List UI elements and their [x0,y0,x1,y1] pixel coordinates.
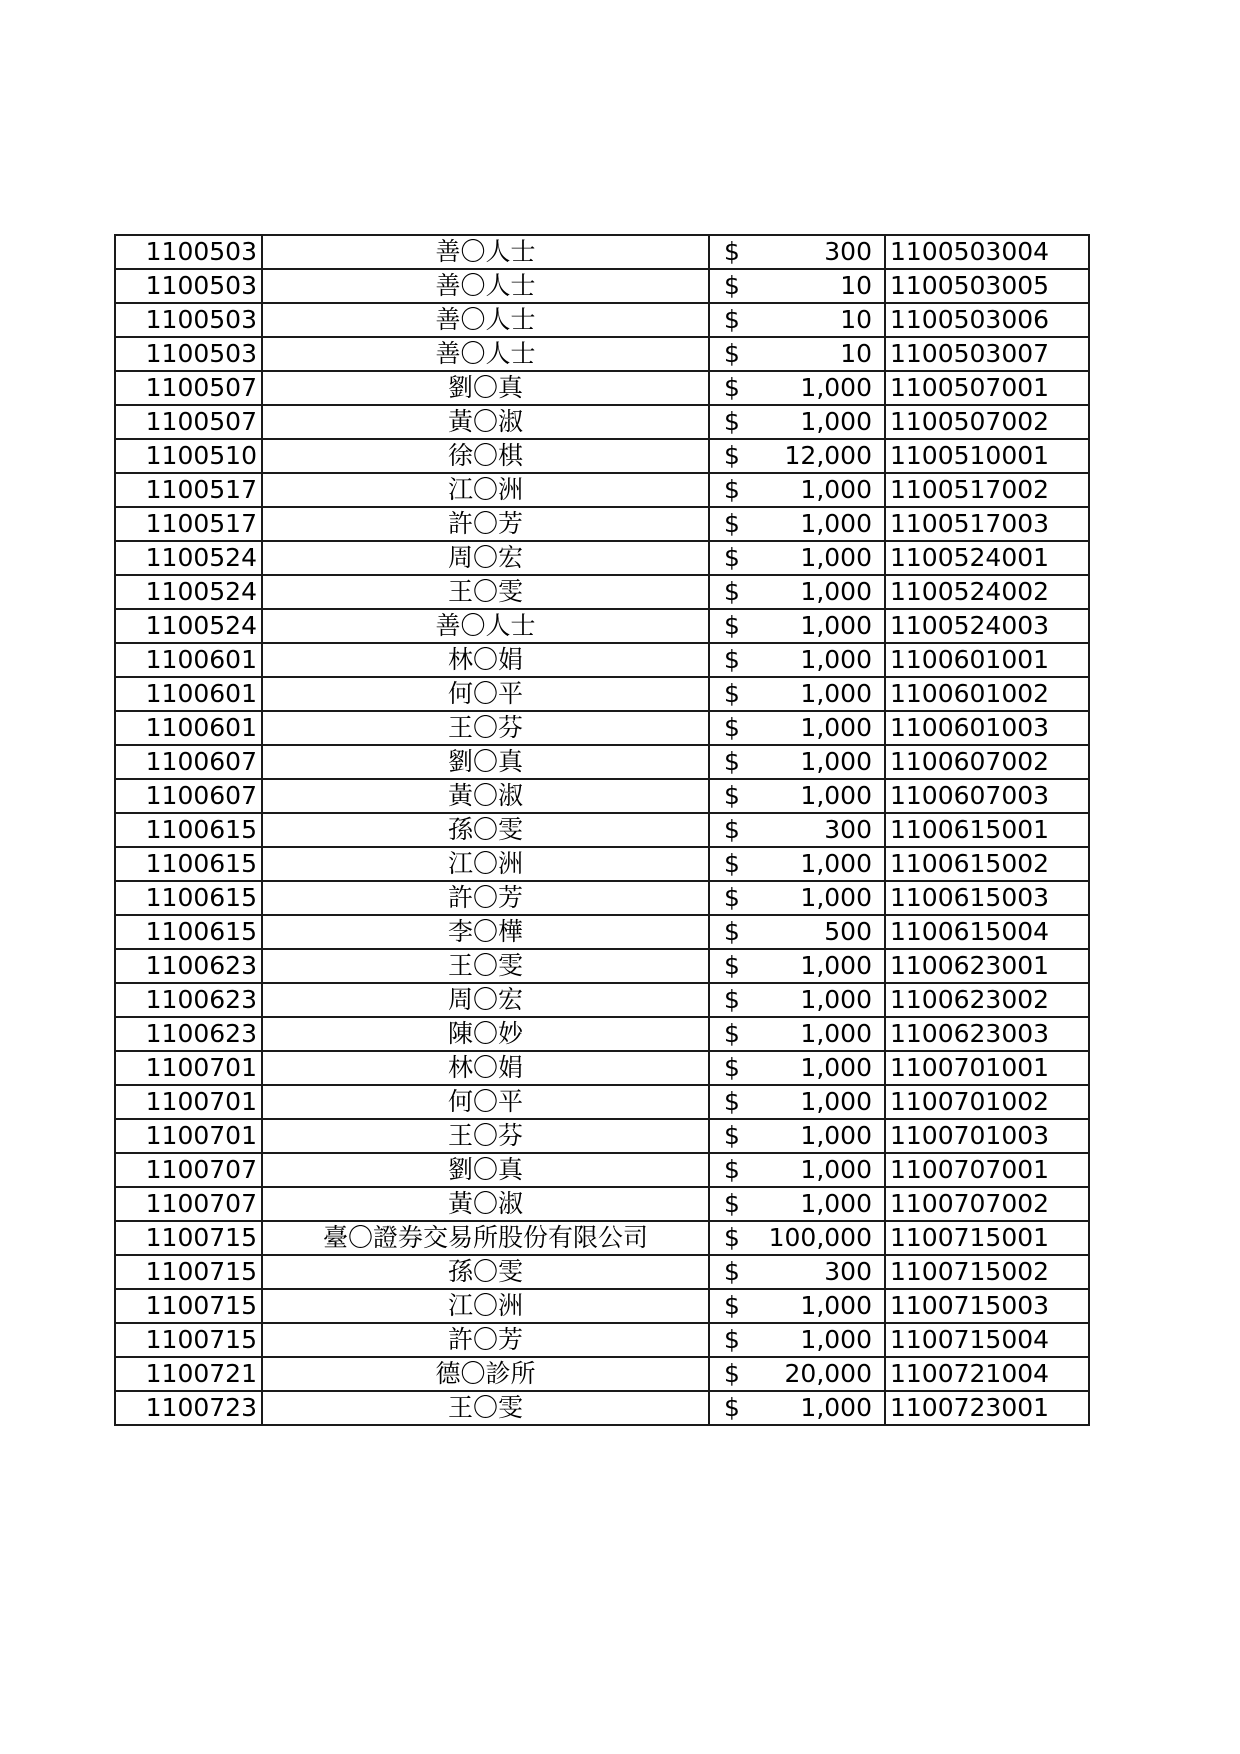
amount-cell [709,235,885,269]
amount-cell [709,949,885,983]
table-row [115,235,1089,269]
currency-symbol: $ [724,441,740,470]
amount-cell [709,779,885,813]
table-row [115,1153,1089,1187]
table-row [115,1289,1089,1323]
amount-cell [709,1051,885,1085]
donor-name-cell: 許〇芳 [262,1323,709,1357]
amount-cell [709,269,885,303]
currency-symbol: $ [724,475,740,504]
amount-cell [709,1289,885,1323]
receipt-number-cell: 1100524002 [885,575,1089,609]
date-cell: 1100701 [115,1051,262,1085]
currency-symbol: $ [724,917,740,946]
amount-value: 1,000 [800,985,872,1014]
currency-symbol: $ [724,747,740,776]
date-cell: 1100701 [115,1119,262,1153]
currency-symbol: $ [724,407,740,436]
amount-cell [709,1255,885,1289]
amount-value: 10 [840,271,872,300]
donor-name-cell: 江〇洲 [262,473,709,507]
receipt-number-cell: 1100507001 [885,371,1089,405]
date-cell: 1100503 [115,235,262,269]
table-row [115,575,1089,609]
donor-name-cell: 王〇芬 [262,1119,709,1153]
donor-name-cell: 善〇人士 [262,337,709,371]
amount-value: 1,000 [800,1087,872,1116]
currency-symbol: $ [724,509,740,538]
date-cell: 1100503 [115,337,262,371]
receipt-number-cell: 1100715001 [885,1221,1089,1255]
amount-cell [709,983,885,1017]
amount-cell [709,847,885,881]
amount-value: 1,000 [800,1155,872,1184]
table-row [115,1051,1089,1085]
receipt-number-cell: 1100615001 [885,813,1089,847]
donor-name-cell: 黃〇淑 [262,1187,709,1221]
amount-value: 1,000 [800,781,872,810]
amount-cell [709,303,885,337]
amount-value: 1,000 [800,713,872,742]
table-row [115,473,1089,507]
amount-value: 1,000 [800,645,872,674]
receipt-number-cell: 1100707001 [885,1153,1089,1187]
donor-name-cell: 善〇人士 [262,269,709,303]
amount-value: 1,000 [800,407,872,436]
receipt-number-cell: 1100601003 [885,711,1089,745]
receipt-number-cell: 1100707002 [885,1187,1089,1221]
currency-symbol: $ [724,951,740,980]
date-cell: 1100615 [115,813,262,847]
donation-table [114,234,1090,1426]
amount-value: 1,000 [800,1053,872,1082]
receipt-number-cell: 1100601001 [885,643,1089,677]
amount-value: 10 [840,305,872,334]
receipt-number-cell: 1100701003 [885,1119,1089,1153]
receipt-number-cell: 1100507002 [885,405,1089,439]
table-row [115,405,1089,439]
date-cell: 1100601 [115,711,262,745]
receipt-number-cell: 1100723001 [885,1391,1089,1425]
table-row [115,711,1089,745]
date-cell: 1100607 [115,745,262,779]
receipt-number-cell: 1100503007 [885,337,1089,371]
currency-symbol: $ [724,1155,740,1184]
donor-name-cell: 李〇樺 [262,915,709,949]
donor-name-cell: 許〇芳 [262,507,709,541]
table-row [115,1017,1089,1051]
currency-symbol: $ [724,1087,740,1116]
amount-value: 500 [824,917,872,946]
receipt-number-cell: 1100701002 [885,1085,1089,1119]
donor-name-cell: 孫〇雯 [262,1255,709,1289]
donor-name-cell: 王〇雯 [262,949,709,983]
donor-name-cell: 黃〇淑 [262,405,709,439]
date-cell: 1100707 [115,1187,262,1221]
amount-value: 10 [840,339,872,368]
donor-name-cell: 善〇人士 [262,609,709,643]
currency-symbol: $ [724,849,740,878]
amount-cell [709,609,885,643]
date-cell: 1100623 [115,949,262,983]
date-cell: 1100615 [115,881,262,915]
amount-cell [709,643,885,677]
date-cell: 1100715 [115,1255,262,1289]
currency-symbol: $ [724,883,740,912]
date-cell: 1100615 [115,915,262,949]
date-cell: 1100715 [115,1289,262,1323]
table-body [115,235,1089,1425]
date-cell: 1100524 [115,609,262,643]
amount-value: 12,000 [784,441,872,470]
date-cell: 1100524 [115,575,262,609]
date-cell: 1100503 [115,269,262,303]
donor-name-cell: 陳〇妙 [262,1017,709,1051]
table-row [115,915,1089,949]
date-cell: 1100701 [115,1085,262,1119]
amount-cell [709,745,885,779]
receipt-number-cell: 1100623001 [885,949,1089,983]
currency-symbol: $ [724,237,740,266]
table-row [115,847,1089,881]
table-row [115,541,1089,575]
donor-name-cell: 臺〇證券交易所股份有限公司 [262,1221,709,1255]
receipt-number-cell: 1100503006 [885,303,1089,337]
currency-symbol: $ [724,611,740,640]
table-row [115,1323,1089,1357]
amount-value: 1,000 [800,1019,872,1048]
date-cell: 1100723 [115,1391,262,1425]
receipt-number-cell: 1100715002 [885,1255,1089,1289]
currency-symbol: $ [724,305,740,334]
donor-name-cell: 孫〇雯 [262,813,709,847]
currency-symbol: $ [724,985,740,1014]
date-cell: 1100517 [115,473,262,507]
date-cell: 1100510 [115,439,262,473]
date-cell: 1100507 [115,405,262,439]
date-cell: 1100615 [115,847,262,881]
currency-symbol: $ [724,713,740,742]
amount-cell [709,541,885,575]
amount-value: 1,000 [800,475,872,504]
receipt-number-cell: 1100715004 [885,1323,1089,1357]
amount-cell [709,1357,885,1391]
donor-name-cell: 林〇娟 [262,643,709,677]
donor-name-cell: 劉〇真 [262,371,709,405]
table-row [115,643,1089,677]
amount-cell [709,1391,885,1425]
table-row [115,677,1089,711]
table-row [115,303,1089,337]
table-row [115,609,1089,643]
amount-value: 20,000 [784,1359,872,1388]
date-cell: 1100623 [115,1017,262,1051]
amount-cell [709,915,885,949]
receipt-number-cell: 1100524003 [885,609,1089,643]
amount-cell [709,813,885,847]
currency-symbol: $ [724,645,740,674]
currency-symbol: $ [724,543,740,572]
table-row [115,439,1089,473]
receipt-number-cell: 1100623002 [885,983,1089,1017]
amount-cell [709,711,885,745]
amount-cell [709,1017,885,1051]
receipt-number-cell: 1100510001 [885,439,1089,473]
currency-symbol: $ [724,1393,740,1422]
currency-symbol: $ [724,1189,740,1218]
date-cell: 1100607 [115,779,262,813]
table-row [115,337,1089,371]
date-cell: 1100517 [115,507,262,541]
donor-name-cell: 善〇人士 [262,303,709,337]
table-row [115,269,1089,303]
date-cell: 1100507 [115,371,262,405]
donor-name-cell: 王〇雯 [262,1391,709,1425]
date-cell: 1100524 [115,541,262,575]
amount-cell [709,1221,885,1255]
donor-name-cell: 何〇平 [262,1085,709,1119]
donor-name-cell: 江〇洲 [262,847,709,881]
currency-symbol: $ [724,1257,740,1286]
receipt-number-cell: 1100721004 [885,1357,1089,1391]
amount-value: 1,000 [800,1325,872,1354]
donor-name-cell: 周〇宏 [262,541,709,575]
receipt-number-cell: 1100701001 [885,1051,1089,1085]
date-cell: 1100601 [115,677,262,711]
amount-value: 1,000 [800,849,872,878]
donor-name-cell: 王〇芬 [262,711,709,745]
donor-name-cell: 周〇宏 [262,983,709,1017]
table-row [115,1085,1089,1119]
date-cell: 1100707 [115,1153,262,1187]
donor-name-cell: 黃〇淑 [262,779,709,813]
amount-cell [709,575,885,609]
table-row [115,1119,1089,1153]
receipt-number-cell: 1100601002 [885,677,1089,711]
currency-symbol: $ [724,781,740,810]
table-row [115,881,1089,915]
currency-symbol: $ [724,1019,740,1048]
amount-value: 1,000 [800,951,872,980]
donor-name-cell: 劉〇真 [262,1153,709,1187]
amount-value: 1,000 [800,1189,872,1218]
currency-symbol: $ [724,679,740,708]
table-row [115,779,1089,813]
amount-cell [709,1085,885,1119]
amount-cell [709,371,885,405]
currency-symbol: $ [724,577,740,606]
amount-cell [709,337,885,371]
donor-name-cell: 何〇平 [262,677,709,711]
currency-symbol: $ [724,339,740,368]
amount-value: 1,000 [800,611,872,640]
currency-symbol: $ [724,1291,740,1320]
receipt-number-cell: 1100615002 [885,847,1089,881]
amount-value: 1,000 [800,509,872,538]
amount-cell [709,881,885,915]
currency-symbol: $ [724,815,740,844]
donor-name-cell: 江〇洲 [262,1289,709,1323]
amount-cell [709,405,885,439]
amount-cell [709,439,885,473]
amount-value: 1,000 [800,373,872,402]
amount-cell [709,1119,885,1153]
donor-name-cell: 德〇診所 [262,1357,709,1391]
donor-name-cell: 許〇芳 [262,881,709,915]
currency-symbol: $ [724,373,740,402]
currency-symbol: $ [724,1223,740,1252]
amount-cell [709,473,885,507]
amount-cell [709,1187,885,1221]
table-row [115,1221,1089,1255]
donor-name-cell: 劉〇真 [262,745,709,779]
table-row [115,813,1089,847]
donor-name-cell: 徐〇棋 [262,439,709,473]
amount-value: 1,000 [800,679,872,708]
date-cell: 1100623 [115,983,262,1017]
receipt-number-cell: 1100607002 [885,745,1089,779]
date-cell: 1100721 [115,1357,262,1391]
amount-value: 1,000 [800,543,872,572]
amount-value: 300 [824,1257,872,1286]
amount-value: 1,000 [800,1291,872,1320]
currency-symbol: $ [724,271,740,300]
receipt-number-cell: 1100503005 [885,269,1089,303]
currency-symbol: $ [724,1325,740,1354]
table-row [115,1357,1089,1391]
receipt-number-cell: 1100615004 [885,915,1089,949]
amount-value: 1,000 [800,883,872,912]
table-row [115,1187,1089,1221]
amount-cell [709,507,885,541]
receipt-number-cell: 1100615003 [885,881,1089,915]
receipt-number-cell: 1100503004 [885,235,1089,269]
amount-cell [709,677,885,711]
currency-symbol: $ [724,1053,740,1082]
amount-value: 1,000 [800,747,872,776]
table-row [115,745,1089,779]
date-cell: 1100715 [115,1221,262,1255]
receipt-number-cell: 1100623003 [885,1017,1089,1051]
date-cell: 1100601 [115,643,262,677]
table-row [115,1391,1089,1425]
date-cell: 1100503 [115,303,262,337]
amount-cell [709,1323,885,1357]
receipt-number-cell: 1100517002 [885,473,1089,507]
amount-value: 1,000 [800,1393,872,1422]
receipt-number-cell: 1100715003 [885,1289,1089,1323]
table-row [115,949,1089,983]
amount-value: 300 [824,237,872,266]
receipt-number-cell: 1100524001 [885,541,1089,575]
amount-cell [709,1153,885,1187]
donor-name-cell: 善〇人士 [262,235,709,269]
date-cell: 1100715 [115,1323,262,1357]
amount-value: 300 [824,815,872,844]
currency-symbol: $ [724,1121,740,1150]
receipt-number-cell: 1100607003 [885,779,1089,813]
amount-value: 1,000 [800,1121,872,1150]
amount-value: 1,000 [800,577,872,606]
donor-name-cell: 王〇雯 [262,575,709,609]
receipt-number-cell: 1100517003 [885,507,1089,541]
table-row [115,371,1089,405]
table-row [115,507,1089,541]
currency-symbol: $ [724,1359,740,1388]
table-row [115,1255,1089,1289]
donor-name-cell: 林〇娟 [262,1051,709,1085]
amount-value: 100,000 [768,1223,872,1252]
table-row [115,983,1089,1017]
